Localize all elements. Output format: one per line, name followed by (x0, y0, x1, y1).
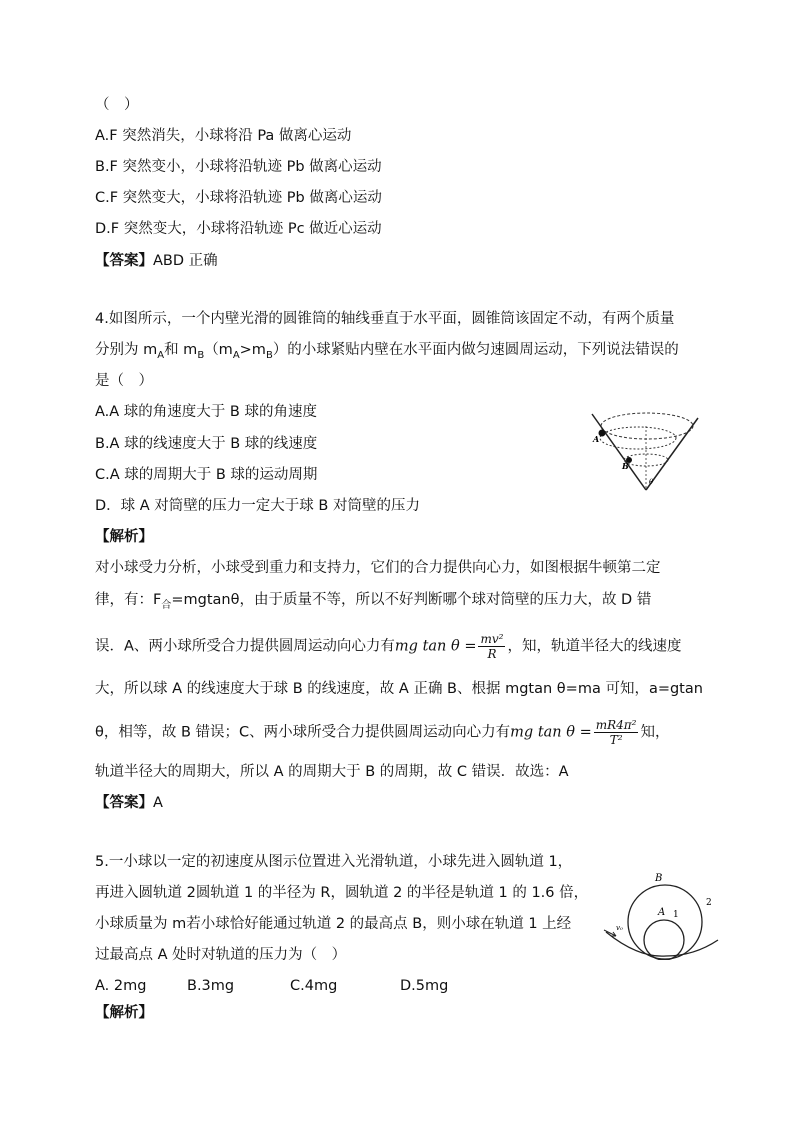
q4-stem-text: ）的小球紧贴内壁在水平面内做匀速圆周运动，下列说法错误的 (272, 342, 679, 358)
fraction (478, 632, 505, 661)
cone-left-wall (592, 414, 646, 490)
label-a: A (658, 907, 666, 918)
q3-bracket: （ ） (95, 97, 139, 113)
q5-stem-line-4: 过最高点 A 处时对轨道的压力为（ ） (95, 947, 347, 963)
q4-analysis-line-3 (95, 632, 681, 661)
cone-right-wall (646, 418, 698, 490)
answer-text: ABD 正确 (153, 253, 218, 269)
q4-option-b: B.A 球的线速度大于 B 球的线速度 (95, 436, 318, 452)
q4-analysis-tag: 【解析】 (95, 529, 153, 545)
q4-analysis-line-1: 对小球受力分析，小球受到重力和支持力，它们的合力提供向心力，如图根据牛顿第二定 (95, 560, 661, 576)
q3-option-d: D.F 突然变大，小球将沿轨迹 Pc 做近心运动 (95, 221, 382, 237)
cone-figure (588, 408, 700, 494)
analysis-text: ，知，轨道半径大的线速度 (507, 638, 682, 655)
q5-options (95, 976, 448, 996)
q5-option-a: A. 2mg (95, 978, 147, 994)
label-b: B (655, 873, 663, 884)
label-1: 1 (673, 910, 679, 920)
q4-analysis-line-2 (95, 590, 651, 616)
subscript: A (232, 349, 240, 361)
ball-a (599, 430, 606, 437)
track-base (606, 932, 718, 956)
q5-analysis-tag: 【解析】 (95, 1005, 153, 1021)
fraction (594, 718, 639, 747)
label-v0: v₀ (616, 924, 623, 932)
q3-option-c: C.F 突然变大，小球将沿轨迹 Pb 做离心运动 (95, 190, 382, 206)
q4-stem-line-3: 是（ ） (95, 373, 153, 389)
analysis-text: 律，有：F (95, 592, 162, 608)
q4-option-c: C.A 球的周期大于 B 球的运动周期 (95, 467, 318, 483)
fraction-denominator: R (487, 647, 497, 661)
q5-stem-line-3: 小球质量为 m若小球恰好能通过轨道 2 的最高点 B，则小球在轨道 1 上经 (95, 916, 572, 932)
q5-option-c: C.4mg (290, 978, 338, 994)
q4-option-d: D．球 A 对筒壁的压力一定大于球 B 对筒壁的压力 (95, 498, 420, 514)
q4-analysis-line-6: 轨道半径大的周期大，所以 A 的周期大于 B 的周期，故 C 错误．故选：A (95, 764, 569, 780)
q3-option-b: B.F 突然变小，小球将沿轨迹 Pb 做离心运动 (95, 159, 382, 175)
fraction-numerator: mv² (480, 632, 504, 646)
label-theta: θ (649, 478, 654, 486)
loop-2 (628, 885, 702, 959)
analysis-text: =mgtanθ，由于质量不等，所以不好判断哪个球对筒壁的压力大，故 D 错 (171, 592, 652, 608)
analysis-text: θ，相等，故 B 错误；C、两小球所受合力提供圆周运动向心力有 (95, 724, 511, 741)
q4-stem-text: （m (204, 342, 233, 358)
subscript: A (157, 349, 165, 361)
q4-stem-text: >m (239, 342, 266, 358)
equation: mg tan θ = (510, 724, 592, 741)
label-b: B (622, 461, 629, 471)
q4-stem-text: 和 m (164, 342, 198, 358)
fraction-numerator: mR4π² (595, 718, 637, 732)
q5-stem-line-1: 5.一小球以一定的初速度从图示位置进入光滑轨道，小球先进入圆轨道 1， (95, 854, 573, 870)
label-2: 2 (706, 898, 712, 908)
subscript: B (265, 349, 273, 361)
answer-text: A (153, 795, 163, 811)
answer-tag: 【答案】 (95, 253, 153, 269)
fraction-denominator: T² (609, 733, 623, 747)
q4-option-a: A.A 球的角速度大于 B 球的角速度 (95, 404, 317, 420)
loop-track-figure (598, 870, 722, 960)
label-a: A (593, 434, 600, 444)
analysis-text: 知， (640, 724, 670, 741)
q4-stem-line-1: 4.如图所示，一个内壁光滑的圆锥筒的轴线垂直于水平面，圆锥筒该固定不动，有两个质量 (95, 311, 675, 327)
analysis-text: 误．A、两小球所受合力提供圆周运动向心力有 (95, 638, 395, 655)
q4-stem-line-2 (95, 340, 679, 366)
equation: mg tan θ = (394, 638, 477, 655)
q3-option-a: A.F 突然消失，小球将沿 Pa 做离心运动 (95, 128, 352, 144)
loop-1 (644, 920, 684, 960)
q3-answer (95, 251, 218, 271)
q4-answer (95, 793, 163, 813)
cone-rim (601, 413, 693, 439)
q5-option-b: B.3mg (187, 978, 235, 994)
q5-stem-line-2: 再进入圆轨道 2圆轨道 1 的半径为 R，圆轨道 2 的半径是轨道 1 的 1.6 倍， (95, 885, 589, 901)
subscript: 合 (161, 599, 172, 611)
q4-analysis-line-4: 大，所以球 A 的线速度大于球 B 的线速度，故 A 正确 B、根据 mgtan θ=ma 可知，a=gtan (95, 681, 703, 697)
subscript: B (197, 349, 205, 361)
q4-stem-text: 分别为 m (95, 342, 158, 358)
answer-tag: 【答案】 (95, 795, 153, 811)
q4-analysis-line-5 (95, 718, 669, 747)
q5-option-d: D.5mg (400, 978, 449, 994)
